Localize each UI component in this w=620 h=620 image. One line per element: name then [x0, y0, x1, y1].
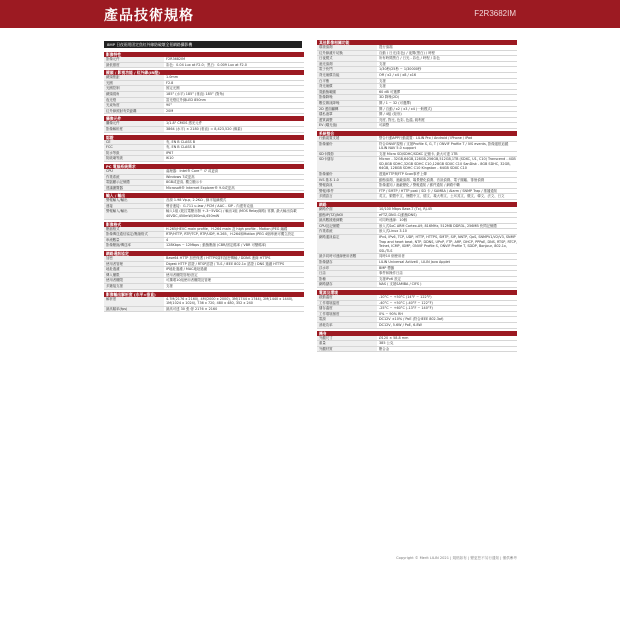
spec-label: 影像元件 — [104, 57, 164, 62]
spec-label: 外觀尺寸 — [317, 336, 377, 341]
spec-label: 工作環境溫度 — [317, 301, 377, 306]
spec-value: 1/30秒/25秒 ~ 1/30000秒 — [379, 67, 422, 72]
spec-value: 10/100 Mbps Base-T (Tx), RJ-45 — [379, 207, 433, 212]
spec-label: 夜光燈 — [104, 98, 164, 103]
spec-value: IP地址過濾 / MAC地址過濾 — [166, 267, 208, 272]
spec-value: 符合ONVIF規格 / 支援Profile S, G, T / ONVIF Profile T / IVS events, 影像邊框追蹤 LILIN NAV 5.0 support — [379, 141, 509, 151]
spec-value: 185° (水平) 185° (垂直) 185° (對角) — [166, 91, 225, 96]
spec-value: 富光燈紅外線LED 850nm — [166, 97, 206, 102]
spec-row — [104, 186, 304, 192]
section-title: 輸入 / 輸出 — [104, 193, 304, 198]
spec-label: 傳入權限 — [104, 273, 164, 278]
section-title: 認證 — [104, 135, 304, 140]
spec-label: 警報輸入/輸出 — [104, 198, 164, 203]
spec-value: BMP 標籤 — [379, 265, 395, 270]
spec-value: Microsoft® Internet Explorer® 9.0或更高 — [166, 185, 235, 190]
spec-value: 可擴增10組使用者權限及管理 — [166, 278, 212, 283]
spec-label: 最高幀率(fps) — [104, 307, 164, 312]
spec-value: Ø120 × 58.8 mm — [379, 335, 409, 340]
spec-label: 影像備份 — [317, 172, 377, 177]
section-title: 系統整合 — [317, 131, 517, 136]
spec-label: 影像備份 — [317, 142, 377, 151]
spec-value: 3864 (水平) × 2180 (垂直) = 8,423,520 (像素) — [166, 126, 243, 131]
spec-section — [104, 292, 304, 313]
spec-label: 外觀材質 — [317, 347, 377, 352]
spec-label: 日夜模式 — [317, 56, 377, 61]
spec-value: 開 / 4組 (矩形) — [379, 112, 402, 117]
spec-row — [317, 142, 517, 152]
spec-value: 自動 / 日光(彩色) / 夜間(黑白) / 時程 — [379, 50, 435, 55]
spec-value: LILIN Universal ActiveX , LILIN Java Applet — [379, 259, 450, 264]
spec-value: 使用者權限管理/設定 — [166, 272, 198, 277]
spec-value: 影像通知 / 遮蔽變化 / 警報通知 / 郵件通知 / 網路中斷 — [379, 183, 461, 188]
spec-label: 最低照度 — [104, 63, 164, 68]
spec-value: -25°C ~ +60°C (-13°F ~ 140°F) — [379, 306, 433, 311]
spec-value: IP67 — [166, 150, 174, 155]
spec-row — [104, 243, 304, 249]
spec-value: IK10 — [166, 156, 174, 161]
spec-row — [104, 307, 304, 313]
spec-value: F2R3682IM — [166, 57, 186, 61]
spec-label: 加密 — [104, 256, 164, 261]
spec-label: 電源 — [317, 317, 377, 322]
spec-value: NAS ( 支援SAMBA / CIFS ) — [379, 282, 422, 287]
spec-value: 支援 — [379, 84, 386, 89]
spec-label: 畫質調整 — [317, 118, 377, 123]
spec-label: CPU及記憶體 — [317, 224, 377, 229]
spec-label: 影像儲存 — [317, 260, 377, 265]
spec-label: 作業系統 — [104, 175, 164, 180]
spec-label: 影種 — [317, 277, 377, 282]
spec-section — [317, 331, 517, 353]
spec-value: FTP / SMTP / HTTP post / SD 卡 / SAMBA / Alarm / SNMP Trap / 推播通知 — [379, 188, 498, 193]
spec-row — [104, 284, 304, 290]
spec-label: 最高數據連線數 — [317, 218, 377, 223]
spec-value: 嵌入式Linux 3.10 — [379, 229, 407, 234]
spec-label: 防水等級 — [104, 151, 164, 156]
spec-value: 4.7M(2176 x 2160), 4M(2000 x 2000), 3M(1744 x 1744), 2M(1440 x 1440), 1M(1024 x 1024), 736 x 720, 480 x 480, 352 x 240 — [166, 296, 294, 306]
spec-label: 紅外線照射有效距離 — [104, 109, 164, 114]
spec-label: CE — [104, 140, 164, 145]
section-title: PC 電腦系統需求 — [104, 164, 304, 169]
spec-label: 重量 — [317, 341, 377, 346]
spec-label: 鏡頭視角 — [104, 92, 164, 97]
spec-label: 工作環境濕度 — [317, 312, 377, 317]
model-number: F2R3682IM — [474, 9, 516, 18]
spec-label: 網路儲存 — [317, 282, 377, 287]
spec-row — [104, 63, 304, 69]
spec-value: 開 / 自動 / x2 / x3 / x4 (一般模式) — [379, 106, 433, 111]
spec-label: 串流數量 — [104, 238, 164, 243]
spec-value: 支援 — [166, 284, 173, 288]
spec-label: 使用者管理 — [104, 262, 164, 267]
section-title: 影像特性 — [104, 52, 304, 57]
spec-label: EV (曝光值) — [317, 123, 377, 128]
spec-label: 警報資訊 — [317, 183, 377, 188]
spec-label: SD卡錄影 — [317, 152, 377, 157]
spec-label: 光圈控制 — [104, 86, 164, 91]
spec-value: 385 公克 — [379, 341, 394, 346]
spec-label: 地址過濾 — [104, 267, 164, 272]
spec-value: DC12V, 5.6W / PoE, 6.8W — [379, 322, 422, 327]
spec-section — [104, 193, 304, 219]
spec-label: IVS 基本 1.0 — [317, 178, 377, 183]
spec-label: 光束角度 — [104, 103, 164, 108]
spec-label: 背光補償 — [317, 84, 377, 89]
spec-section — [104, 251, 304, 290]
spec-label: 環境偵測 — [317, 45, 377, 50]
section-title: 網路 — [317, 202, 517, 207]
spec-value: 提行偵端 — [379, 45, 393, 49]
section-title: 機身 — [317, 331, 517, 336]
spec-label: 數位雜訊降噪 — [317, 101, 377, 106]
spec-value: 英文、繁體中文、簡體中文、德文、義大利文、土耳其文、俄文、韓文、法文、日文 — [379, 194, 505, 199]
spec-value: 有, EN B CLASS B — [166, 139, 196, 144]
page-header — [0, 0, 620, 28]
spec-label: 消耗功率 — [317, 323, 377, 328]
spec-section — [317, 202, 517, 288]
spec-label: 日誌 — [317, 271, 377, 276]
spec-value: 亮度, 對比, 色彩, 色溫, 銳利度 — [379, 117, 425, 122]
spec-value: Windows 7或更高 — [166, 174, 195, 179]
spec-value: 20M — [166, 108, 174, 113]
spec-row — [317, 347, 517, 353]
spec-label: 浮水印 — [317, 266, 377, 271]
spec-value: IPv4, IPv6, TCP, UDP, HTTP, HTTPS, SMTP, SIP, NNTP, QoS, SNMPV1/V2/V3, SNMP Trap and heart beat, NTP, DDNS, UPnP, FTP, ARP, DHCP, PPPoE, DNS, RTSP, RTCP, Telnet, ICMP, IGMP, ONVIF Profile S, ONVIF Profile T, SDDP, Bonjour, 802.1x, SSL/TLS — [379, 235, 517, 253]
spec-row — [104, 156, 304, 162]
spec-label: 動態IP(TZ)/NOI — [317, 213, 377, 218]
spec-label: 電腦顯示記憶體 — [104, 180, 164, 185]
spec-label: 防破壞等級 — [104, 156, 164, 161]
spec-value: 壓合金 — [379, 346, 390, 351]
spec-section — [104, 70, 304, 114]
spec-label: 隱私遮罩 — [317, 112, 377, 117]
spec-label: 影像降噪 — [317, 95, 377, 100]
spec-value: 128Kbps ~ 12Mbps ; 動態壓縮 (CBR/固定碼率 / VBR 可變碼率) — [166, 243, 267, 248]
spec-label: 多鏈接支援 — [104, 284, 164, 289]
spec-value: 音源 1.98 Vp-p, 2.2KΩ , 線平接續模式 — [166, 198, 227, 203]
right-spec-column — [317, 40, 517, 354]
spec-section — [104, 164, 304, 191]
spec-section — [104, 116, 304, 132]
spec-value: 支援 Micro SD/SDHC/SDXC 記憶卡, 最大可達 1TB — [379, 151, 458, 156]
spec-row — [317, 323, 517, 329]
spec-value: 60 dB 可選擇 — [379, 89, 401, 94]
spec-section — [317, 40, 517, 129]
spec-label: 2D 畫面翻轉 — [317, 107, 377, 112]
section-title: 攝像元件 — [104, 116, 304, 121]
spec-value: 可同時連線：10個 — [379, 218, 408, 223]
spec-label: 攝像元件 — [104, 121, 164, 126]
section-title: 其他影像相關功能 — [317, 40, 517, 45]
spec-row — [317, 235, 517, 254]
spec-value: 透過HTTP與FTP Scan事件上傳 — [379, 172, 427, 177]
spec-value: 0% ~ 90% RH — [379, 311, 403, 316]
spec-row — [104, 109, 304, 115]
spec-section — [104, 52, 304, 68]
spec-value: 支援IPv6 設定 — [379, 276, 401, 281]
spec-section — [104, 222, 304, 249]
spec-value: 1/1.8" CMOS 感光元件 — [166, 121, 203, 126]
spec-value: H.265/HEVC main profile、H.264 main 及 high profile - Motion JPEG 編碼 — [166, 226, 288, 231]
spec-value: -10°C ~ +50°C (14°F ~ 122°F) — [379, 294, 432, 299]
spec-label: 白平衡 — [317, 79, 377, 84]
spec-value: 可調整 — [379, 123, 390, 128]
spec-label: 作業系統 — [317, 229, 377, 234]
spec-row — [104, 127, 304, 133]
spec-value: -40°C ~ +50°C (-40°F ~ 122°F) — [379, 300, 433, 305]
spec-value: 支援 — [379, 61, 386, 66]
spec-label: 影像壓縮/傳送率 — [104, 243, 164, 248]
spec-value: 嵌入式SoC ARM Cortex-A9, 816MHz, 512MB DDR3L, 256MB 快閃記憶體 — [379, 223, 497, 228]
spec-label: 影像傳送通信協定/壓縮格式 — [104, 232, 164, 237]
spec-label: 寬動態範圍 — [317, 90, 377, 95]
spec-section — [317, 131, 517, 200]
section-title: 影像輸出解析度 (水平×垂直) — [104, 292, 304, 297]
spec-value: 聲音連接：G.711 u-law / PCM / AAC - SIP - 內建麥克風 — [166, 203, 254, 208]
spec-label: CPU — [104, 169, 164, 174]
spec-label: 儲存溫度 — [317, 306, 377, 311]
spec-label: FCC — [104, 145, 164, 150]
spec-label: SD卡儲存 — [317, 157, 377, 171]
spec-value: 固定光圈 — [166, 86, 180, 91]
page-title: 產品技術規格 — [104, 8, 194, 24]
spec-value: 支援 — [379, 78, 386, 83]
spec-value: Base64 HTTP 加密保護 / HTTPS資料加密傳輸 / DDNS 連線 HTTPS — [166, 256, 271, 261]
spec-value: F2.8 — [166, 80, 174, 85]
spec-label: 電子快門 — [317, 67, 377, 72]
spec-value: Digest HTTP 認證 / RTSP認證 / TLS / IEEE 802.1x 認證 / DNS 過濾 HTTPS — [166, 261, 285, 266]
spec-section — [317, 290, 517, 329]
spec-value: 所有時間黑白 / 日光 - 彩色 / 時程 / 彩色 — [379, 56, 440, 61]
spec-value: 同時10 個使用者 — [379, 254, 405, 259]
spec-value: Micron - 32GB,64GB,128GB,256GB,512GB,1TB (SDXC, U1, C10) Transcend - 4GB SD,8GB SDHC,32GB SDHC C10,128GB SDXC C10 SanDisk - 8GB SDHC, 32GB, 64GB, 128GB SDHC C10 Kingston - 64GB SDXC C10 — [379, 157, 516, 171]
spec-label: 警報/事件 — [317, 189, 377, 194]
spec-section — [104, 135, 304, 162]
spec-value: eFTZ,DNO-C(動態DNS) — [379, 212, 417, 217]
spec-value: DC12V ±10% / PoE (符合IEEE 802.3af) — [379, 317, 444, 322]
spec-row — [317, 123, 517, 129]
spec-label: 網路介面 — [317, 207, 377, 212]
spec-label: 網路通訊協定 — [317, 235, 377, 253]
spec-label: 啟動溫度 — [317, 295, 377, 300]
spec-label: 光圈 — [104, 81, 164, 86]
spec-value: 整合行動APP行動裝置：LILIN Pro / Android / iPhone / iPad — [379, 135, 473, 140]
spec-value: 開 / 1 ~ 32 (可選擇) — [379, 100, 412, 105]
spec-label: 行動裝置支援 — [317, 136, 377, 141]
spec-value: 有, EN B CLASS B — [166, 145, 196, 150]
spec-label: 連接 — [104, 204, 164, 209]
spec-value: 輸入1組 (乾拉電壓亦無 +-3~5VDC) / 輸出1組 (MOS Relay線路) 常開, 最大輸出負載 40VDC,450mW/300mA,450mW — [166, 209, 297, 219]
section-title: 網路通訊協定 — [104, 251, 304, 256]
spec-row — [104, 209, 304, 219]
section-title: 影像格式 — [104, 222, 304, 227]
spec-value: 1.0mm — [166, 75, 178, 80]
spec-label: 使用者權限 — [104, 278, 164, 283]
spec-label: 解析度 — [104, 297, 164, 306]
spec-label: 警報輸入/輸出 — [104, 209, 164, 218]
section-title: 電源及環境 — [317, 290, 517, 295]
spec-row — [104, 297, 304, 307]
spec-value: 事件和操作日誌 — [379, 271, 403, 276]
spec-row — [317, 194, 517, 200]
spec-value: 3D 降噪(2D) — [379, 95, 400, 100]
spec-value: 動態偵測、遮蔽偵測、場景變化偵測、音訊偵測、電子圍籬、徘徊偵測 — [379, 177, 485, 182]
left-spec-column — [104, 52, 304, 314]
spec-label: 背光補償功能 — [317, 73, 377, 78]
spec-label: 最多同時可連線使用者數 — [317, 254, 377, 259]
spec-label: 建議瀏覽器 — [104, 186, 164, 191]
spec-value: RTP/HTTP, RTP/TCP, RTP/UDP, H.265、H.264和Motion JPEG 4個串流可獨立設定 — [166, 232, 295, 237]
spec-label: 多國語言 — [317, 194, 377, 199]
spec-value: Off / x2 / x4 / x8 / x16 — [379, 72, 417, 77]
spec-value: 90° — [166, 103, 173, 108]
section-title: 鏡頭 / 影視功能 / 紅外線(IR燈) — [104, 70, 304, 75]
spec-label: 壓縮格式 — [104, 227, 164, 232]
spec-row — [317, 282, 517, 288]
spec-row — [317, 157, 517, 172]
spec-value: 處理器：Intel® Core™ i7 或更高 — [166, 168, 219, 173]
spec-label: 遮光偵測 — [317, 62, 377, 67]
spec-label: 紅外線濾片切換 — [317, 51, 377, 56]
spec-value: 彩色：0.04 Lux at F2.0；黑白：0.009 Lux at F2.0 — [166, 62, 247, 67]
spec-label: 影像解析度 — [104, 127, 164, 132]
spec-value: 4 — [166, 237, 169, 242]
spec-value: 最高可達 30 張 @ 2176 × 2160 — [166, 306, 218, 311]
copyright-footer: Copyright © Merit LILIN 2021 | 規格如有 | 變更恕不另行通知 | 僅供參考 — [396, 556, 517, 560]
spec-label: 鏡頭焦距 — [104, 75, 164, 80]
spec-value: 8GB或更高, 獨立顯示卡 — [166, 180, 203, 185]
product-banner: 8MP 日夜兩用固定焦紅外線防破壞全景網路攝影機 — [104, 41, 302, 48]
